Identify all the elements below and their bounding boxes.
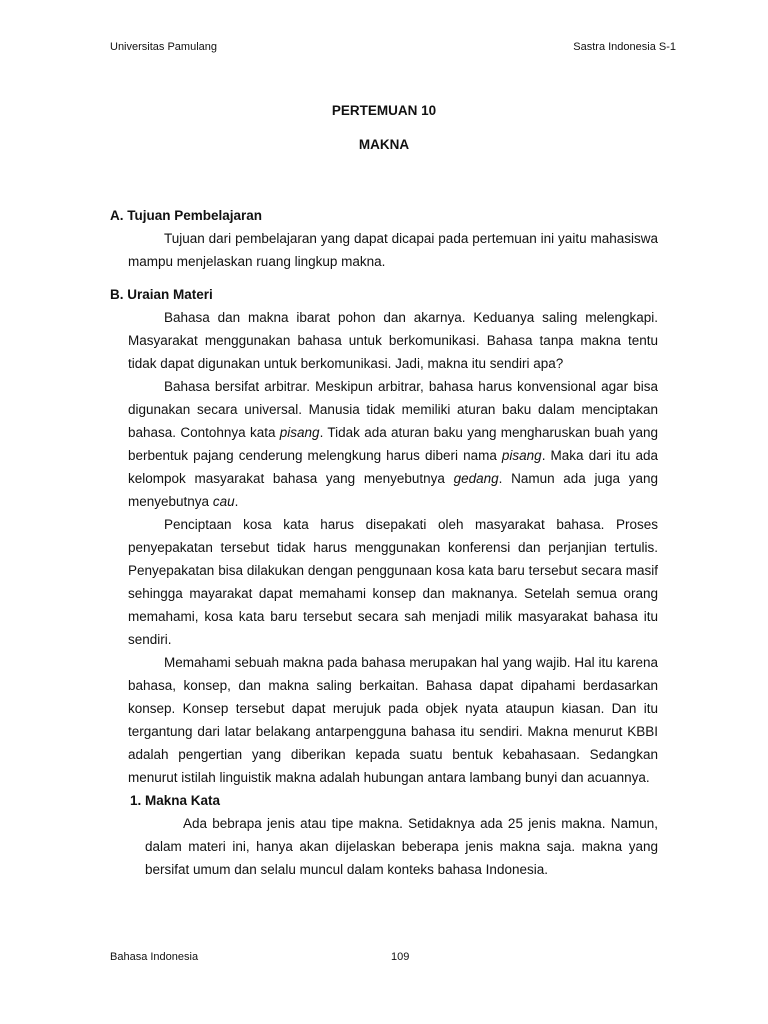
italic-word: pisang — [279, 425, 320, 440]
section-a-paragraph: Tujuan dari pembelajaran yang dapat dicapai pada pertemuan ini yaitu mahasiswa mampu menjelaskan ruang lingkup makna. — [128, 231, 658, 269]
subsection-1-paragraph: Ada bebrapa jenis atau tipe makna. Setidaknya ada 25 jenis makna. Namun, dalam materi ini, hanya akan dijelaskan beberapa jenis makna saja. makna yang bersifat umum dan selalu muncul dalam konteks bahasa Indonesia. — [145, 816, 658, 877]
page-subtitle: MAKNA — [358, 137, 410, 152]
italic-word: cau — [212, 494, 235, 509]
header-program: Sastra Indonesia S-1 — [573, 41, 676, 53]
header-university: Universitas Pamulang — [110, 41, 217, 53]
paragraph-2: Bahasa bersifat arbitrar. Meskipun arbitrar, bahasa harus konvensional agar bisa digunakan secara universal. Manusia tidak memiliki aturan baku dalam menciptakan bahasa. Contohnya kata pisang. Tidak ada aturan baku yang mengharuskan buah yang berbentuk pajang cenderung melengkung harus diberi nama pisang. Maka dari itu ada kelompok masyarakat bahasa yang menyebutnya gedang. Namun ada juga yang menyebutnya cau. — [128, 379, 658, 509]
document-body — [110, 204, 658, 881]
section-a-heading: A. Tujuan Pembelajaran — [110, 208, 263, 223]
page-title: PERTEMUAN 10 — [331, 103, 437, 118]
italic-word: gedang — [453, 471, 499, 486]
subsection-1-heading: 1. Makna Kata — [130, 793, 221, 808]
italic-word: pisang — [501, 448, 542, 463]
paragraph-4: Memahami sebuah makna pada bahasa merupakan hal yang wajib. Hal itu karena bahasa, konsep, dan makna saling berkaitan. Bahasa dapat dipahami berdasarkan konsep. Konsep tersebut dapat merujuk pada objek nyata ataupun kiasan. Dan itu tergantung dari latar belakang antarpengguna bahasa itu sendiri. Makna menurut KBBI adalah pengertian yang diberikan kepada suatu bentuk kebahasaan. Sedangkan menurut istilah linguistik makna adalah hubungan antara lambang bunyi dan acuannya. — [128, 655, 658, 785]
paragraph-1: Bahasa dan makna ibarat pohon dan akarnya. Keduanya saling melengkapi. Masyarakat menggunakan bahasa untuk berkomunikasi. Bahasa tanpa makna tentu tidak dapat digunakan untuk berkomunikasi. Jadi, makna itu sendiri apa? — [128, 310, 658, 371]
page-number: 109 — [391, 951, 410, 963]
section-b-heading: B. Uraian Materi — [110, 287, 213, 302]
footer-course: Bahasa Indonesia — [110, 951, 199, 963]
paragraph-3: Penciptaan kosa kata harus disepakati oleh masyarakat bahasa. Proses penyepakatan tersebut tidak harus menggunakan konferensi dan perjanjian tertulis. Penyepakatan bisa dilakukan dengan penggunaan kosa kata baru tersebut secara masif sehingga mayarakat dapat memahami konsep dan maknanya. Setelah semua orang memahami, kosa kata baru tersebut secara sah menjadi milik masyarakat bahasa itu sendiri. — [128, 517, 658, 647]
